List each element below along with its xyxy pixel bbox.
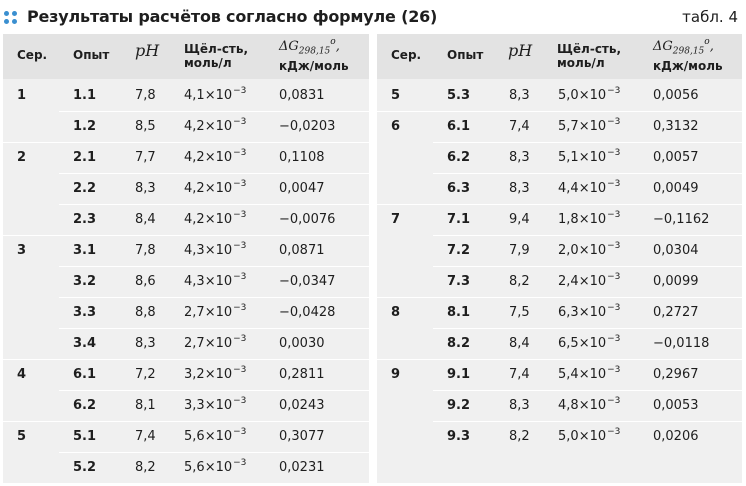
cell-ph: 7,2 [135, 367, 156, 382]
table-row [377, 111, 742, 142]
table-row [3, 297, 369, 328]
cell-dg: 0,0243 [279, 398, 325, 413]
cell-acidity: $4,2\times 10^{-3}$ [184, 179, 247, 196]
row-divider [59, 328, 369, 329]
row-divider [3, 142, 369, 143]
cell-dg: −0,0203 [279, 119, 336, 134]
cell-dg: 0,3132 [653, 119, 699, 134]
cell-acidity: $4,3\times 10^{-3}$ [184, 241, 247, 258]
header-ph: pH [508, 41, 533, 60]
cell-acidity: $4,3\times 10^{-3}$ [184, 272, 247, 289]
row-divider [59, 390, 369, 391]
cell-acidity: $5,6\times 10^{-3}$ [184, 427, 247, 444]
cell-dg: 0,0049 [653, 181, 699, 196]
cell-ph: 7,4 [509, 367, 530, 382]
cell-dg: 0,3077 [279, 429, 325, 444]
row-divider [59, 204, 369, 205]
row-divider [3, 421, 369, 422]
cell-acidity: $2,7\times 10^{-3}$ [184, 303, 247, 320]
cell-acidity: $4,2\times 10^{-3}$ [184, 148, 247, 165]
cell-ph: 8,3 [509, 398, 530, 413]
cell-series: 6 [391, 119, 401, 134]
table-row [3, 359, 369, 390]
cell-acidity: $5,1\times 10^{-3}$ [558, 148, 621, 165]
row-divider [433, 328, 742, 329]
row-divider [433, 173, 742, 174]
cell-ph: 9,4 [509, 212, 530, 227]
row-divider [377, 297, 742, 298]
row-divider [433, 235, 742, 236]
header-ph: pH [135, 41, 160, 60]
cell-dg: 0,0047 [279, 181, 325, 196]
cell-dg: 0,0871 [279, 243, 325, 258]
table-row [377, 235, 742, 266]
cell-series: 2 [17, 150, 27, 165]
cell-dg: 0,0304 [653, 243, 699, 258]
cell-ph: 7,8 [135, 243, 156, 258]
table-row [377, 421, 742, 452]
cell-experiment: 7.3 [447, 274, 471, 289]
cell-dg: 0,2967 [653, 367, 699, 382]
cell-acidity: $3,2\times 10^{-3}$ [184, 365, 247, 382]
table-number: табл. 4 [682, 8, 738, 26]
cell-experiment: 3.3 [73, 305, 97, 320]
cell-acidity: $5,4\times 10^{-3}$ [558, 365, 621, 382]
table-row [3, 142, 369, 173]
cell-series: 3 [17, 243, 27, 258]
row-divider [59, 452, 369, 453]
header-dg: $\Delta G_{298,15}^o$, кДж/моль [653, 37, 723, 73]
cell-acidity: $5,0\times 10^{-3}$ [558, 427, 621, 444]
cell-dg: 0,0057 [653, 150, 699, 165]
table-row [377, 204, 742, 235]
cell-experiment: 6.1 [447, 119, 471, 134]
cell-ph: 7,7 [135, 150, 156, 165]
table-row [3, 80, 369, 111]
cell-dg: 0,0030 [279, 336, 325, 351]
cell-dg: −0,0347 [279, 274, 336, 289]
row-divider [433, 421, 742, 422]
cell-ph: 7,9 [509, 243, 530, 258]
row-divider [3, 235, 369, 236]
cell-dg: 0,0231 [279, 460, 325, 475]
cell-dg: 0,1108 [279, 150, 325, 165]
cell-series: 9 [391, 367, 401, 382]
row-divider [59, 266, 369, 267]
cell-ph: 8,3 [135, 336, 156, 351]
cell-experiment: 1.1 [73, 88, 97, 103]
cell-experiment: 6.2 [447, 150, 471, 165]
cell-series: 5 [391, 88, 401, 103]
cell-dg: −0,0118 [653, 336, 710, 351]
header-acidity: Щёл-сть, моль/л [184, 42, 249, 70]
cell-series: 5 [17, 429, 27, 444]
header-acidity: Щёл-сть, моль/л [557, 42, 622, 70]
cell-dg: 0,0099 [653, 274, 699, 289]
cell-experiment: 8.1 [447, 305, 471, 320]
row-divider [377, 204, 742, 205]
cell-ph: 8,1 [135, 398, 156, 413]
table-row [377, 173, 742, 204]
cell-experiment: 5.3 [447, 88, 471, 103]
row-divider [377, 111, 742, 112]
table-row [3, 235, 369, 266]
cell-acidity: $3,3\times 10^{-3}$ [184, 396, 247, 413]
row-divider [377, 359, 742, 360]
header-series: Сер. [17, 48, 48, 62]
cell-experiment: 5.1 [73, 429, 97, 444]
row-divider [433, 390, 742, 391]
cell-acidity: $4,8\times 10^{-3}$ [558, 396, 621, 413]
cell-acidity: $4,4\times 10^{-3}$ [558, 179, 621, 196]
table-row [377, 142, 742, 173]
cell-ph: 8,4 [135, 212, 156, 227]
cell-dg: 0,0831 [279, 88, 325, 103]
cell-experiment: 3.2 [73, 274, 97, 289]
row-divider [59, 173, 369, 174]
cell-experiment: 3.4 [73, 336, 97, 351]
cell-ph: 7,4 [509, 119, 530, 134]
cell-series: 4 [17, 367, 27, 382]
cell-acidity: $2,7\times 10^{-3}$ [184, 334, 247, 351]
table-row [377, 297, 742, 328]
cell-acidity: $4,2\times 10^{-3}$ [184, 117, 247, 134]
cell-ph: 8,3 [509, 181, 530, 196]
table-row [3, 266, 369, 297]
cell-experiment: 9.3 [447, 429, 471, 444]
header-experiment: Опыт [73, 48, 110, 62]
header-dg: $\Delta G_{298,15}^o$, кДж/моль [279, 37, 349, 73]
table-row [377, 390, 742, 421]
cell-experiment: 2.1 [73, 150, 97, 165]
cell-acidity: $6,3\times 10^{-3}$ [558, 303, 621, 320]
cell-ph: 8,6 [135, 274, 156, 289]
table-row [3, 173, 369, 204]
cell-acidity: $4,2\times 10^{-3}$ [184, 210, 247, 227]
cell-ph: 8,2 [509, 429, 530, 444]
table-row [3, 390, 369, 421]
cell-acidity: $4,1\times 10^{-3}$ [184, 86, 247, 103]
cell-acidity: $1,8\times 10^{-3}$ [558, 210, 621, 227]
table-row [3, 421, 369, 452]
dots-icon [4, 11, 17, 24]
cell-experiment: 5.2 [73, 460, 97, 475]
table-row [3, 204, 369, 235]
cell-experiment: 8.2 [447, 336, 471, 351]
cell-acidity: $5,7\times 10^{-3}$ [558, 117, 621, 134]
row-divider [59, 297, 369, 298]
cell-ph: 7,4 [135, 429, 156, 444]
cell-dg: 0,0206 [653, 429, 699, 444]
table-row [377, 266, 742, 297]
cell-experiment: 1.2 [73, 119, 97, 134]
cell-dg: −0,0428 [279, 305, 336, 320]
cell-ph: 8,3 [509, 150, 530, 165]
table-row [3, 328, 369, 359]
cell-experiment: 6.1 [73, 367, 97, 382]
cell-experiment: 2.3 [73, 212, 97, 227]
table-row [377, 328, 742, 359]
cell-series: 1 [17, 88, 27, 103]
cell-series: 8 [391, 305, 401, 320]
cell-ph: 8,2 [509, 274, 530, 289]
cell-acidity: $5,0\times 10^{-3}$ [558, 86, 621, 103]
header-experiment: Опыт [447, 48, 484, 62]
table-caption [0, 0, 746, 34]
cell-ph: 8,3 [509, 88, 530, 103]
cell-experiment: 7.2 [447, 243, 471, 258]
cell-experiment: 6.2 [73, 398, 97, 413]
row-divider [433, 266, 742, 267]
cell-experiment: 7.1 [447, 212, 471, 227]
cell-ph: 8,4 [509, 336, 530, 351]
cell-acidity: $5,6\times 10^{-3}$ [184, 458, 247, 475]
cell-ph: 8,8 [135, 305, 156, 320]
table-row [3, 111, 369, 142]
table-row [377, 359, 742, 390]
table-row [3, 452, 369, 483]
cell-ph: 8,2 [135, 460, 156, 475]
cell-dg: 0,2727 [653, 305, 699, 320]
cell-experiment: 3.1 [73, 243, 97, 258]
cell-dg: −0,1162 [653, 212, 710, 227]
row-divider [433, 142, 742, 143]
cell-experiment: 9.1 [447, 367, 471, 382]
cell-ph: 7,8 [135, 88, 156, 103]
cell-acidity: $2,0\times 10^{-3}$ [558, 241, 621, 258]
cell-acidity: $6,5\times 10^{-3}$ [558, 334, 621, 351]
table-left [3, 34, 369, 483]
cell-dg: 0,0053 [653, 398, 699, 413]
cell-ph: 7,5 [509, 305, 530, 320]
cell-experiment: 9.2 [447, 398, 471, 413]
row-divider [59, 111, 369, 112]
cell-series: 7 [391, 212, 401, 227]
table-right [377, 34, 742, 483]
cell-dg: 0,0056 [653, 88, 699, 103]
cell-experiment: 2.2 [73, 181, 97, 196]
table-row [377, 80, 742, 111]
table-header [377, 34, 742, 79]
header-series: Сер. [391, 48, 422, 62]
table-header [3, 34, 369, 79]
cell-dg: 0,2811 [279, 367, 325, 382]
cell-experiment: 6.3 [447, 181, 471, 196]
row-divider [3, 359, 369, 360]
cell-ph: 8,3 [135, 181, 156, 196]
cell-ph: 8,5 [135, 119, 156, 134]
table-title: Результаты расчётов согласно формуле (26) [27, 7, 438, 26]
cell-dg: −0,0076 [279, 212, 336, 227]
cell-acidity: $2,4\times 10^{-3}$ [558, 272, 621, 289]
